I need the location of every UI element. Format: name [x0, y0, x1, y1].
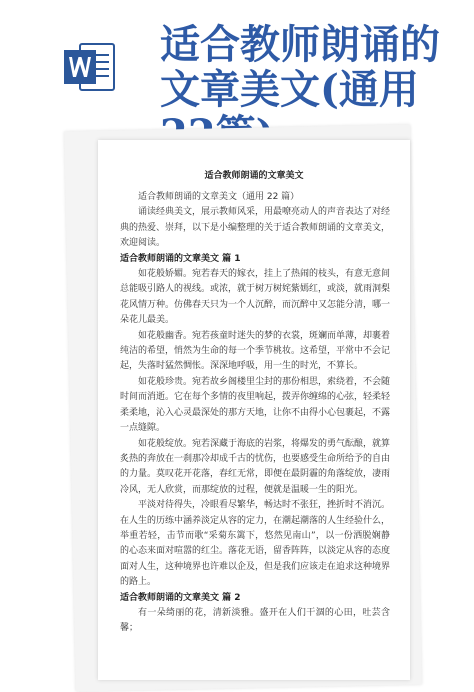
paragraph: 如花般幽香。宛若孩童时迷失的梦的衣裳，斑斓而单薄，却裹着纯洁的希望，悄然为生命的每一个季节桃妆。这希望，平常中不会记起，失落时猛然惆怅。深深地呼吸，用一生的时光，不算长。 — [120, 330, 391, 372]
banner — [0, 0, 474, 130]
section-heading-1: 适合教师朗诵的文章美文 篇 1 — [120, 253, 241, 264]
document-body — [120, 190, 390, 637]
document-page — [98, 140, 410, 680]
paragraph: 平淡对待得失，冷眼看尽繁华，畅达时不张狂，挫折时不消沉。在人生的历练中涵养淡定从容的定力，在潮起潮落的人生经验什么，举重若轻，击节而歌“采菊东篱下，悠然见南山”，以一份洒脱娴静的心态来面对喧嚣的红尘。落花无语，留香阵阵，以淡定从容的态度面对人生，这种境界也许难以企及，但是我们应该走在追求这种境界的路上。 — [120, 500, 391, 588]
paragraph: 如花般绽放。宛若深藏于海底的岩浆，将爆发的勇气酝酿，就算炙热的奔放在一刹那冷却成千古的忧伤，也要感受生命所给予的自由的力量。莫叹花开花落，春红无常，即便在最阴霾的角落绽放，凄雨冷风，无人欣赏，而那绽放的过程，便就是温暖一生的阳光。 — [120, 438, 391, 495]
word-document-icon — [62, 40, 116, 94]
paragraph: 如花般珍贵。宛若故乡阁楼里尘封的那份相思，索绕着，不会随时间而消逝。它在每个多情的夜里响起，拨弄你缠绵的心弦，轻柔轻柔柔地，沁入心灵最深处的那方天地，让你不由得小心包裹起，不露一点缝隙。 — [120, 376, 391, 434]
banner-title: 适合教师朗诵的文章美文(通用 — [160, 21, 440, 113]
paragraph: 有一朵绮丽的花，清新淡雅。盛开在人们干涸的心田，吐芸含馨； — [120, 607, 390, 634]
paragraph: 如花般娇媚。宛若春天的嫁衣，挂上了热闹的枝头，有意无意间总能吸引路人的视线。或浓，就于树万树姹紫嫣红，或淡，就雨洞梨花风情万种。仿佛春天只为一个人沉醉，而沉醉中又怎能分清，哪一朵花儿最美。 — [120, 269, 391, 326]
document-subtitle: 适合教师朗诵的文章美文（通用 22 篇） — [138, 192, 300, 202]
section-heading-2: 适合教师朗诵的文章美文 篇 2 — [120, 592, 241, 603]
paragraph-intro: 诵读经典美文，展示教师风采，用最嘹亮动人的声音表达了对经典的热爱、崇拜，以下是小编整理的关于适合教师朗诵的文章美文，欢迎阅读。 — [120, 207, 391, 249]
document-title: 适合教师朗诵的文章美文 — [204, 171, 304, 181]
